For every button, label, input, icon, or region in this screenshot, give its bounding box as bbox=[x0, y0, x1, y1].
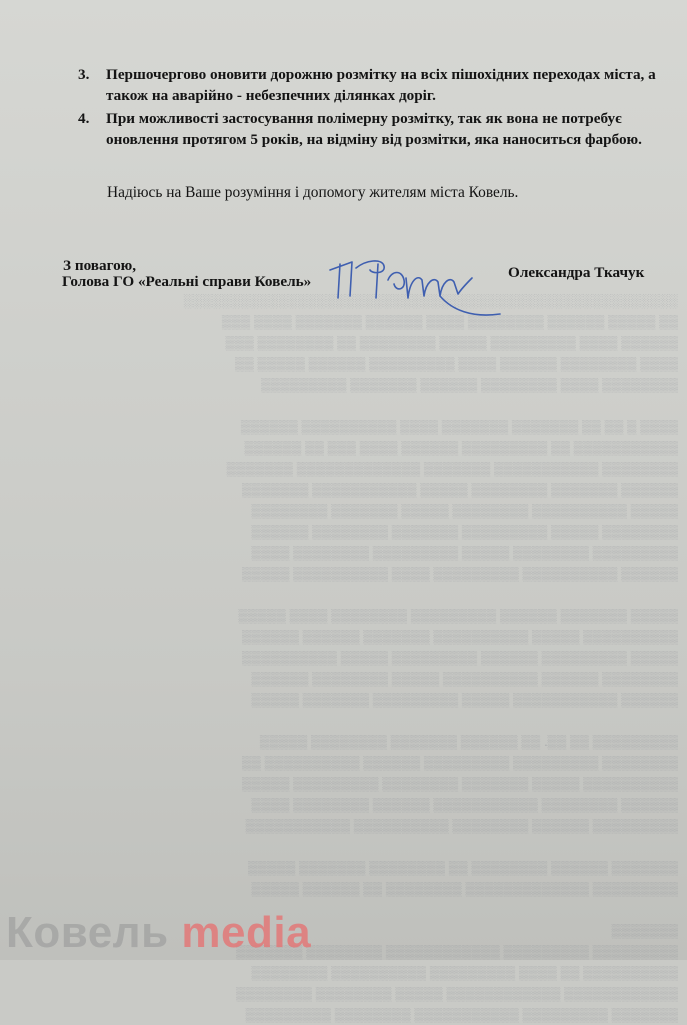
signer-position: Голова ГО «Реальні справи Ковель» bbox=[62, 273, 312, 290]
closing-line: Надіюсь на Ваше розуміння і допомогу жителям міста Ковель. bbox=[107, 184, 519, 201]
list-item-number: 4. bbox=[78, 110, 90, 127]
handwritten-signature bbox=[322, 240, 507, 330]
watermark-part2: media bbox=[181, 908, 312, 957]
request-list bbox=[78, 64, 678, 152]
bleed-through-text: ░░░░░░░░░░░░░░░░░░░░░░░░░░░░░░░░░░░░░░░░░░░░░░░░░░░░ ▒▒ ▒▒▒▒▒ ▒▒▒▒▒▒ ▒▒▒▒▒▒▒▒ ▒▒▒▒ ▒▒▒▒▒▒ ▒▒▒▒▒▒▒ ▒▒▒▒ ▒▒▒ ▒▒▒▒▒▒ ▒▒▒▒ ▒▒▒▒▒▒▒▒▒ ▒▒▒▒▒ ▒▒▒▒▒▒▒▒ ▒▒ ▒▒▒▒▒▒▒▒ ▒▒▒ ▒▒▒▒ ▒▒▒▒▒▒▒▒ ▒▒▒▒▒▒ ▒▒▒▒ ▒▒▒▒▒▒▒▒▒ ▒▒▒▒▒▒ ▒▒▒▒▒ ▒▒ ▒▒▒▒▒▒▒▒ ▒▒▒▒ ▒▒▒▒▒▒▒▒ ▒▒▒▒▒▒ ▒▒▒▒▒▒▒ ▒▒▒▒▒▒▒▒▒ ▒▒▒▒ ▒ ▒▒ ▒▒ ▒▒▒▒▒▒▒ ▒▒▒▒▒▒▒ ▒▒▒▒ ▒▒▒▒▒▒▒▒▒▒ ▒▒▒▒▒▒ ▒▒▒▒▒▒▒▒▒▒▒ ▒▒ ▒▒▒▒▒▒▒▒▒ ▒▒▒▒▒▒ ▒▒▒▒ ▒▒▒ ▒▒ ▒▒▒▒▒▒ ▒▒▒▒▒▒▒▒ ▒▒▒▒▒▒▒▒▒▒▒ ▒▒▒▒▒▒▒ ▒▒▒▒▒▒▒▒▒▒▒▒▒ ▒▒▒▒▒▒▒ ▒▒▒▒▒▒ ▒▒▒▒▒▒▒ ▒▒▒▒▒▒▒▒ ▒▒▒▒▒ ▒▒▒▒▒▒▒▒▒▒▒ ▒▒▒▒▒▒▒ ▒▒▒▒▒ ▒▒▒▒▒▒▒▒▒▒ ▒▒▒▒▒▒▒▒ ▒▒▒▒▒ ▒▒▒▒▒▒▒ ▒▒▒▒▒▒▒▒ ▒▒▒▒▒▒▒▒ ▒▒▒▒▒ ▒▒▒▒▒▒▒▒▒ ▒▒▒▒▒▒▒ ▒▒▒▒▒▒▒▒ ▒▒▒▒▒▒ ▒▒▒▒▒▒▒▒▒ ▒▒▒▒▒▒▒▒ ▒▒▒▒▒ ▒▒▒▒▒▒▒▒▒ ▒▒▒▒▒▒▒▒ ▒▒▒▒ ▒▒▒▒▒▒ ▒▒▒▒▒▒▒▒▒▒ ▒▒▒▒▒▒▒▒▒ ▒▒▒▒ ▒▒▒▒▒▒▒▒▒▒ ▒▒▒▒▒ ▒▒▒▒▒ ▒▒▒▒▒▒▒ ▒▒▒▒▒▒ ▒▒▒▒▒▒▒▒▒ ▒▒▒▒▒▒▒▒ ▒▒▒▒ ▒▒▒▒▒ ▒▒▒▒▒▒▒▒▒▒ ▒▒▒▒▒ ▒▒▒▒▒▒▒▒▒▒ ▒▒▒▒▒▒▒ ▒▒▒▒▒▒ ▒▒▒▒▒▒ ▒▒▒▒▒ ▒▒▒▒▒▒▒▒▒ ▒▒▒▒▒▒ ▒▒▒▒▒▒▒▒▒ ▒▒▒▒▒ ▒▒▒▒▒▒▒▒▒▒ ▒▒▒▒▒▒▒▒ ▒▒▒▒▒▒ ▒▒▒▒▒▒▒▒▒▒ ▒▒▒▒▒ ▒▒▒▒▒▒▒▒ ▒▒▒▒▒▒ ▒▒▒▒▒▒ ▒▒▒▒▒▒▒▒▒▒▒ ▒▒▒▒▒ ▒▒▒▒▒▒▒▒▒ ▒▒▒▒▒▒▒ ▒▒▒▒▒ ▒▒▒▒▒▒▒▒▒ ▒▒ ▒▒. ▒▒ ▒▒▒▒▒▒ ▒▒▒▒▒▒▒ ▒▒▒▒▒▒▒▒ ▒▒▒▒▒ ▒▒▒▒▒▒▒▒ ▒▒▒▒▒▒▒▒▒ ▒▒▒▒▒▒▒▒▒ ▒▒▒▒▒▒ ▒▒▒▒▒▒▒▒▒▒ ▒▒ ▒▒▒▒▒▒▒▒▒▒ ▒▒▒▒▒ ▒▒▒▒▒▒▒ ▒▒▒▒▒▒▒▒ ▒▒▒▒▒▒▒▒▒ ▒▒▒▒▒ ▒▒▒▒▒▒ ▒▒▒▒▒▒▒▒ ▒▒▒▒▒▒▒▒▒▒▒ ▒▒▒▒▒▒ ▒▒▒▒▒▒▒▒ ▒▒▒▒ ▒▒▒▒▒▒▒▒▒ ▒▒▒▒▒▒ ▒▒▒▒▒▒▒▒ ▒▒▒▒▒▒▒▒▒▒ ▒▒▒▒▒▒▒▒▒▒▒ ▒▒▒▒▒▒▒ ▒▒▒▒▒▒ ▒▒▒▒▒▒▒▒ ▒▒ ▒▒▒▒▒▒▒▒ ▒▒▒▒▒▒▒ ▒▒▒▒▒ ▒▒▒▒▒▒▒▒▒ ▒▒▒▒▒▒▒▒▒▒▒▒▒ ▒▒▒▒▒▒▒▒ ▒▒ ▒▒▒▒▒▒ ▒▒▒▒▒ ▒▒▒▒▒▒▒ ▒▒▒▒▒▒▒▒▒ ▒▒▒▒▒▒▒▒▒ ▒▒▒▒▒▒▒▒▒▒▒▒ ▒▒▒▒▒▒▒▒ ▒▒▒▒▒▒▒ ▒▒▒▒▒▒▒▒▒▒ ▒▒ ▒▒▒▒ ▒▒▒▒▒▒▒▒▒ ▒▒▒▒▒▒▒▒▒▒ ▒▒▒▒▒▒▒▒ ▒▒▒▒▒▒▒▒▒▒▒▒ ▒▒▒▒▒▒▒▒▒▒▒▒ ▒▒▒▒▒ ▒▒▒▒▒▒▒▒ ▒▒▒▒▒▒▒▒ ▒▒▒▒▒▒▒ ▒▒▒▒▒▒▒▒▒ ▒▒▒▒▒▒▒▒▒▒▒ ▒▒▒▒▒▒▒▒ ▒▒▒▒▒▒▒▒▒ bbox=[183, 293, 678, 1022]
signer-name: Олександра Ткачук bbox=[508, 264, 645, 281]
list-item bbox=[78, 64, 678, 106]
regards-line: З повагою, bbox=[63, 257, 137, 274]
list-item bbox=[78, 108, 678, 150]
list-item-text: При можливості застосування полімерну розмітку, так як вона не потребує оновлення протягом 5 років, на відміну від розмітки, яка наноситься фарбою. bbox=[106, 110, 642, 148]
list-item-number: 3. bbox=[78, 66, 90, 83]
list-item-text: Першочергово оновити дорожню розмітку на всіх пішохідних переходах міста, а також на аварійно - небезпечних ділянках доріг. bbox=[106, 66, 656, 104]
watermark-logo bbox=[6, 908, 311, 958]
watermark-part1: Ковель bbox=[6, 908, 182, 957]
